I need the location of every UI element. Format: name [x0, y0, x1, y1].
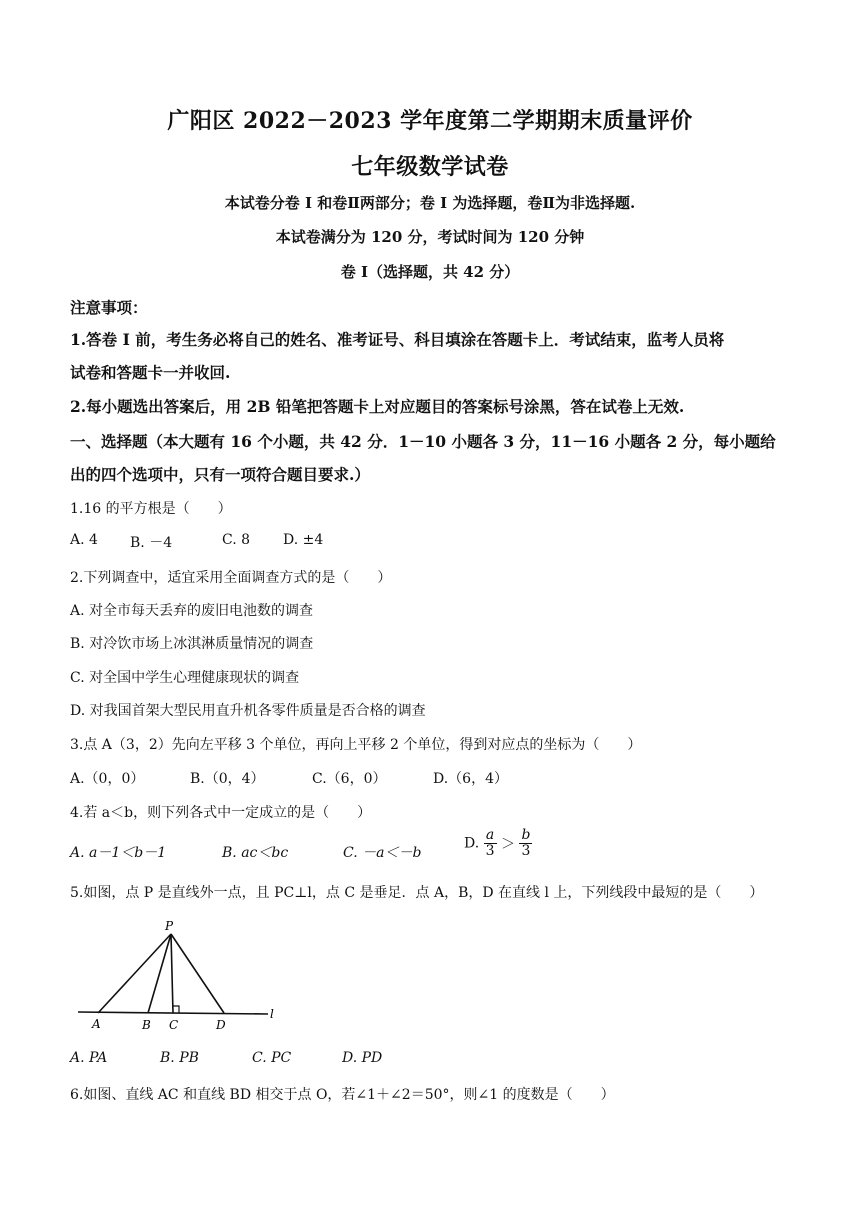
- q6-stem: 6.如图、直线 AC 和直线 BD 相交于点 O，若∠1＋∠2＝50°，则∠1 的度数是（ ）: [70, 1087, 615, 1103]
- q1-option-d: D. ±4: [283, 532, 324, 548]
- q4-greater-than: ＞: [501, 836, 516, 853]
- q5-option-c: C. PC: [252, 1050, 292, 1066]
- exam-subtitle: 七年级数学试卷: [351, 154, 509, 180]
- q1-option-a: A. 4: [70, 532, 98, 548]
- notice-item-1-line-1: 1.答卷 I 前，考生务必将自己的姓名、准考证号、科目填涂在答题卡上．考试结束，监考人员将: [70, 330, 725, 349]
- exam-title: 广阳区 2022－2023 学年度第二学期期末质量评价: [167, 108, 693, 134]
- q4-option-c: C. －a＜－b: [343, 845, 422, 861]
- q3-option-a: A.（0，0）: [70, 771, 145, 787]
- q4-fraction-numerator-a: a: [484, 828, 497, 844]
- q4-stem: 4.若 a＜b，则下列各式中一定成立的是（ ）: [70, 805, 372, 821]
- q4-option-a: A. a－1＜b－1: [70, 845, 167, 861]
- q4-fraction-denominator-right: 3: [521, 843, 531, 859]
- intro-line-2: 本试卷满分为 120 分，考试时间为 120 分钟: [275, 228, 585, 246]
- q4-fraction-denominator-left: 3: [485, 843, 495, 859]
- q1-option-c: C. 8: [222, 532, 251, 548]
- q2-option-a: A. 对全市每天丢弃的废旧电池数的调查: [70, 603, 314, 619]
- q3-stem: 3.点 A（3，2）先向左平移 3 个单位，再向上平移 2 个单位，得到对应点的坐标为（ ）: [70, 737, 642, 753]
- q1-option-b: B. －4: [130, 535, 173, 551]
- right-angle-mark: [173, 1006, 179, 1013]
- q3-option-d: D.（6，4）: [433, 771, 508, 787]
- volume-heading: 卷 I（选择题，共 42 分）: [340, 263, 520, 281]
- q3-option-b: B.（0，4）: [190, 771, 265, 787]
- q2-option-b: B. 对冷饮市场上冰淇淋质量情况的调查: [70, 636, 314, 652]
- segment-pd: [171, 934, 224, 1013]
- q5-geometry-figure: [70, 918, 290, 1038]
- label-d: D: [216, 1018, 226, 1032]
- segment-pc: [171, 934, 173, 1013]
- q5-option-b: B. PB: [160, 1050, 199, 1066]
- q4-fraction-a-over-3: [484, 828, 497, 859]
- q4-option-d: [464, 828, 532, 859]
- q1-stem: 1.16 的平方根是（ ）: [70, 501, 232, 517]
- q5-stem: 5.如图，点 P 是直线外一点，且 PC⊥l，点 C 是垂足．点 A，B，D 在直线 l 上，下列线段中最短的是（ ）: [70, 885, 764, 901]
- q4-option-b: B. ac＜bc: [222, 845, 289, 861]
- q2-option-c: C. 对全国中学生心理健康现状的调查: [70, 670, 300, 686]
- q5-option-a: A. PA: [70, 1050, 108, 1066]
- section-heading-line-2: 出的四个选项中，只有一项符合题目要求.）: [70, 465, 370, 484]
- q5-option-d: D. PD: [342, 1050, 383, 1066]
- label-l: l: [270, 1007, 274, 1021]
- q4-fraction-b-over-3: [519, 828, 532, 859]
- section-heading-line-1: 一、选择题（本大题有 16 个小题，共 42 分．1－10 小题各 3 分，11－16 小题各 2 分，每小题给: [70, 432, 776, 451]
- label-c: C: [169, 1018, 179, 1032]
- label-p: P: [165, 919, 174, 933]
- label-b: B: [142, 1018, 151, 1032]
- q3-option-c: C.（6，0）: [312, 771, 387, 787]
- label-a: A: [92, 1017, 101, 1031]
- q4-fraction-numerator-b: b: [521, 827, 531, 843]
- intro-line-1: 本试卷分卷 I 和卷Ⅱ两部分；卷 I 为选择题，卷Ⅱ为非选择题.: [224, 194, 636, 212]
- q2-option-d: D. 对我国首架大型民用直升机各零件质量是否合格的调查: [70, 703, 426, 719]
- q2-stem: 2.下列调查中，适宜采用全面调查方式的是（ ）: [70, 570, 392, 586]
- notice-heading: 注意事项：: [70, 298, 148, 317]
- notice-item-2: 2.每小题选出答案后，用 2B 铅笔把答题卡上对应题目的答案标号涂黑，答在试卷上无效.: [70, 397, 685, 416]
- notice-item-1-line-2: 试卷和答题卡一并收回.: [70, 363, 231, 382]
- q4-option-d-label: D.: [464, 835, 480, 852]
